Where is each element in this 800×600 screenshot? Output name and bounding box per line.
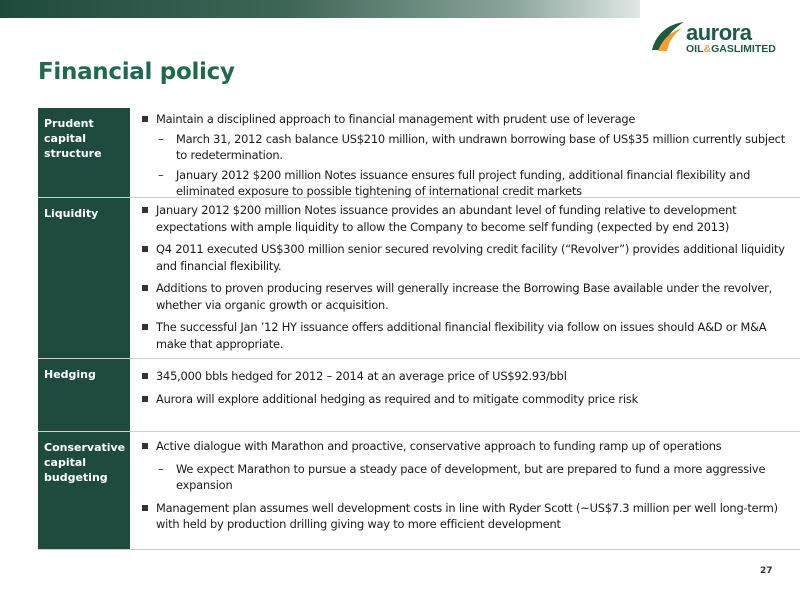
list-item: January 2012 $200 million Notes issuance provides an abundant level of funding relative to development expectations with ample liquidity to allow the Company to become self funding (expected by end 2013) (140, 202, 794, 235)
list-item: – January 2012 $200 million Notes issuance ensures full project funding, additional financial flexibility and eliminated exposure to possible tightening of international credit markets (140, 167, 794, 200)
list-item: Active dialogue with Marathon and proactive, conservative approach to funding ramp up of operations (140, 438, 794, 455)
logo-subtitle: OIL&GASLIMITED (686, 43, 776, 55)
row-label: Hedging (38, 359, 130, 431)
policy-table (38, 108, 800, 550)
list-item: Aurora will explore additional hedging as required and to mitigate commodity price risk (140, 391, 794, 408)
list-item: Maintain a disciplined approach to financial management with prudent use of leverage (140, 111, 794, 128)
row-content (130, 432, 800, 549)
row-content (130, 359, 800, 431)
table-row (38, 359, 800, 432)
company-logo (648, 20, 798, 54)
row-content (130, 198, 800, 358)
row-content (130, 108, 800, 197)
list-item: – We expect Marathon to pursue a steady pace of development, but are prepared to fund a more aggressive expansion (140, 461, 794, 494)
row-label: Prudent capital structure (38, 108, 130, 197)
row-label: Conservative capital budgeting (38, 432, 130, 549)
list-item: – March 31, 2012 cash balance US$210 million, with undrawn borrowing base of US$35 million currently subject to redetermination. (140, 131, 794, 164)
aurora-swoosh-icon (648, 20, 688, 54)
page-number: 27 (760, 566, 773, 576)
page-title: Financial policy (38, 59, 235, 85)
list-item: 345,000 bbls hedged for 2012 – 2014 at an average price of US$92.93/bbl (140, 368, 794, 385)
list-item: Additions to proven producing reserves will generally increase the Borrowing Base available under the revolver, whether via organic growth or acquisition. (140, 280, 794, 313)
table-row (38, 198, 800, 359)
header-gradient-band (0, 0, 640, 18)
logo-brand-text: aurora (686, 20, 752, 45)
table-row (38, 108, 800, 198)
list-item: Q4 2011 executed US$300 million senior secured revolving credit facility (“Revolver”) provides additional liquidity and financial flexibility. (140, 241, 794, 274)
table-row (38, 432, 800, 550)
row-label: Liquidity (38, 198, 130, 358)
list-item: The successful Jan ’12 HY issuance offers additional financial flexibility via follow on issues should A&D or M&A make that appropriate. (140, 319, 794, 352)
list-item: Management plan assumes well development costs in line with Ryder Scott (~US$7.3 million per well long-term) with held by production drilling giving way to more efficient development (140, 500, 794, 533)
